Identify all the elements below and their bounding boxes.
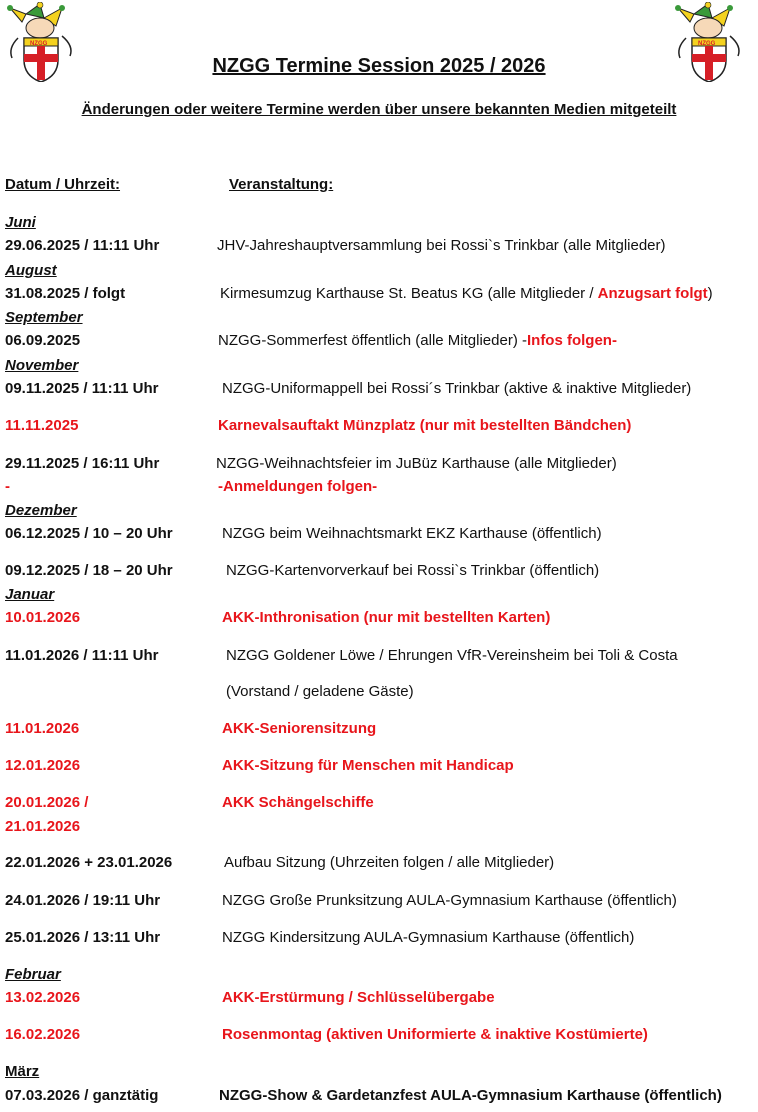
entry-event: NZGG-Kartenvorverkauf bei Rossi`s Trinkbar (öffentlich) [226,562,600,579]
entry-date: 12.01.2026 [5,757,81,774]
month-september: September [5,309,83,326]
entry-event: AKK Schängelschiffe [222,794,374,811]
entry-event: NZGG Kindersitzung AULA-Gymnasium Karthause (öffentlich) [222,929,635,946]
logo-left-text: NZGG [30,41,48,47]
entry-event-text: NZGG-Sommerfest öffentlich (alle Mitglieder) - [218,332,527,349]
page-title: NZGG Termine Session 2025 / 2026 [212,55,546,77]
entry-date: - [5,478,10,495]
entry-date: 20.01.2026 / [5,794,89,811]
entry-event [220,284,713,304]
entry-event: NZGG beim Weihnachtsmarkt EKZ Karthause (öffentlich) [222,525,602,542]
entry-event: NZGG-Weihnachtsfeier im JuBüz Karthause (alle Mitglieder) [216,455,617,472]
column-header-event: Veranstaltung: [229,176,334,193]
entry-date: 16.02.2026 [5,1026,81,1043]
entry-event-highlight: Infos folgen- [526,332,617,349]
entry-event: AKK-Inthronisation (nur mit bestellten Karten) [222,609,551,626]
entry-date: 29.11.2025 / 16:11 Uhr [5,455,160,472]
entry-date: 24.01.2026 / 19:11 Uhr [5,892,161,909]
month-november: November [5,357,79,374]
entry-event: NZGG-Show & Gardetanzfest AULA-Gymnasium Karthause (öffentlich) [219,1087,722,1104]
entry-event-line2: (Vorstand / geladene Gäste) [226,683,414,700]
entry-date: 11.01.2026 / 11:11 Uhr [5,647,159,664]
entry-date: 09.12.2025 / 18 – 20 Uhr [5,562,173,579]
month-maerz: März [5,1063,40,1080]
entry-event: Karnevalsauftakt Münzplatz (nur mit bestellten Bändchen) [218,417,632,434]
entry-date: 11.01.2026 [5,720,80,737]
entry-event: -Anmeldungen folgen- [218,478,378,495]
entry-event: Rosenmontag (aktiven Uniformierte & inaktive Kostümierte) [222,1026,648,1043]
entry-event-tail: ) [707,285,713,302]
entry-event: JHV-Jahreshauptversammlung bei Rossi`s Trinkbar (alle Mitglieder) [217,237,666,254]
month-januar: Januar [5,586,55,603]
month-juni: Juni [5,214,36,231]
page-subtitle: Änderungen oder weitere Termine werden über unsere bekannten Medien mitgeteilt [81,101,677,118]
entry-date: 25.01.2026 / 13:11 Uhr [5,929,161,946]
entry-date: 29.06.2025 / 11:11 Uhr [5,237,160,254]
month-dezember: Dezember [5,502,77,519]
entry-date: 07.03.2026 / ganztätig [5,1087,159,1104]
entry-event: NZGG Goldener Löwe / Ehrungen VfR-Vereinsheim bei Toli & Costa [226,647,678,664]
entry-date: 06.12.2025 / 10 – 20 Uhr [5,525,173,542]
entry-date: 22.01.2026 + 23.01.2026 [5,854,173,871]
entry-date: 06.09.2025 [5,332,81,349]
logo-right-text: NZGG [698,41,716,47]
entry-event-text: Kirmesumzug Karthause St. Beatus KG (alle Mitglieder / [220,285,598,302]
entry-event: NZGG Große Prunksitzung AULA-Gymnasium Karthause (öffentlich) [222,892,677,909]
entry-event: Aufbau Sitzung (Uhrzeiten folgen / alle Mitglieder) [224,854,555,871]
column-header-date: Datum / Uhrzeit: [5,176,121,193]
entry-event: AKK-Seniorensitzung [222,720,377,737]
entry-event-highlight: Anzugsart folgt [597,285,708,302]
entry-date: 13.02.2026 [5,989,81,1006]
entry-date-line2: 21.01.2026 [5,818,81,835]
entry-date: 09.11.2025 / 11:11 Uhr [5,380,159,397]
entry-event: AKK-Sitzung für Menschen mit Handicap [222,757,514,774]
month-august: August [5,262,57,279]
month-februar: Februar [5,966,61,983]
entry-event [218,331,617,351]
entry-date: 31.08.2025 / folgt [5,285,126,302]
entry-event: AKK-Erstürmung / Schlüsselübergabe [222,989,495,1006]
entry-date: 11.11.2025 [5,417,79,434]
entry-event: NZGG-Uniformappell bei Rossi´s Trinkbar (aktive & inaktive Mitglieder) [222,380,692,397]
entry-date: 10.01.2026 [5,609,81,626]
